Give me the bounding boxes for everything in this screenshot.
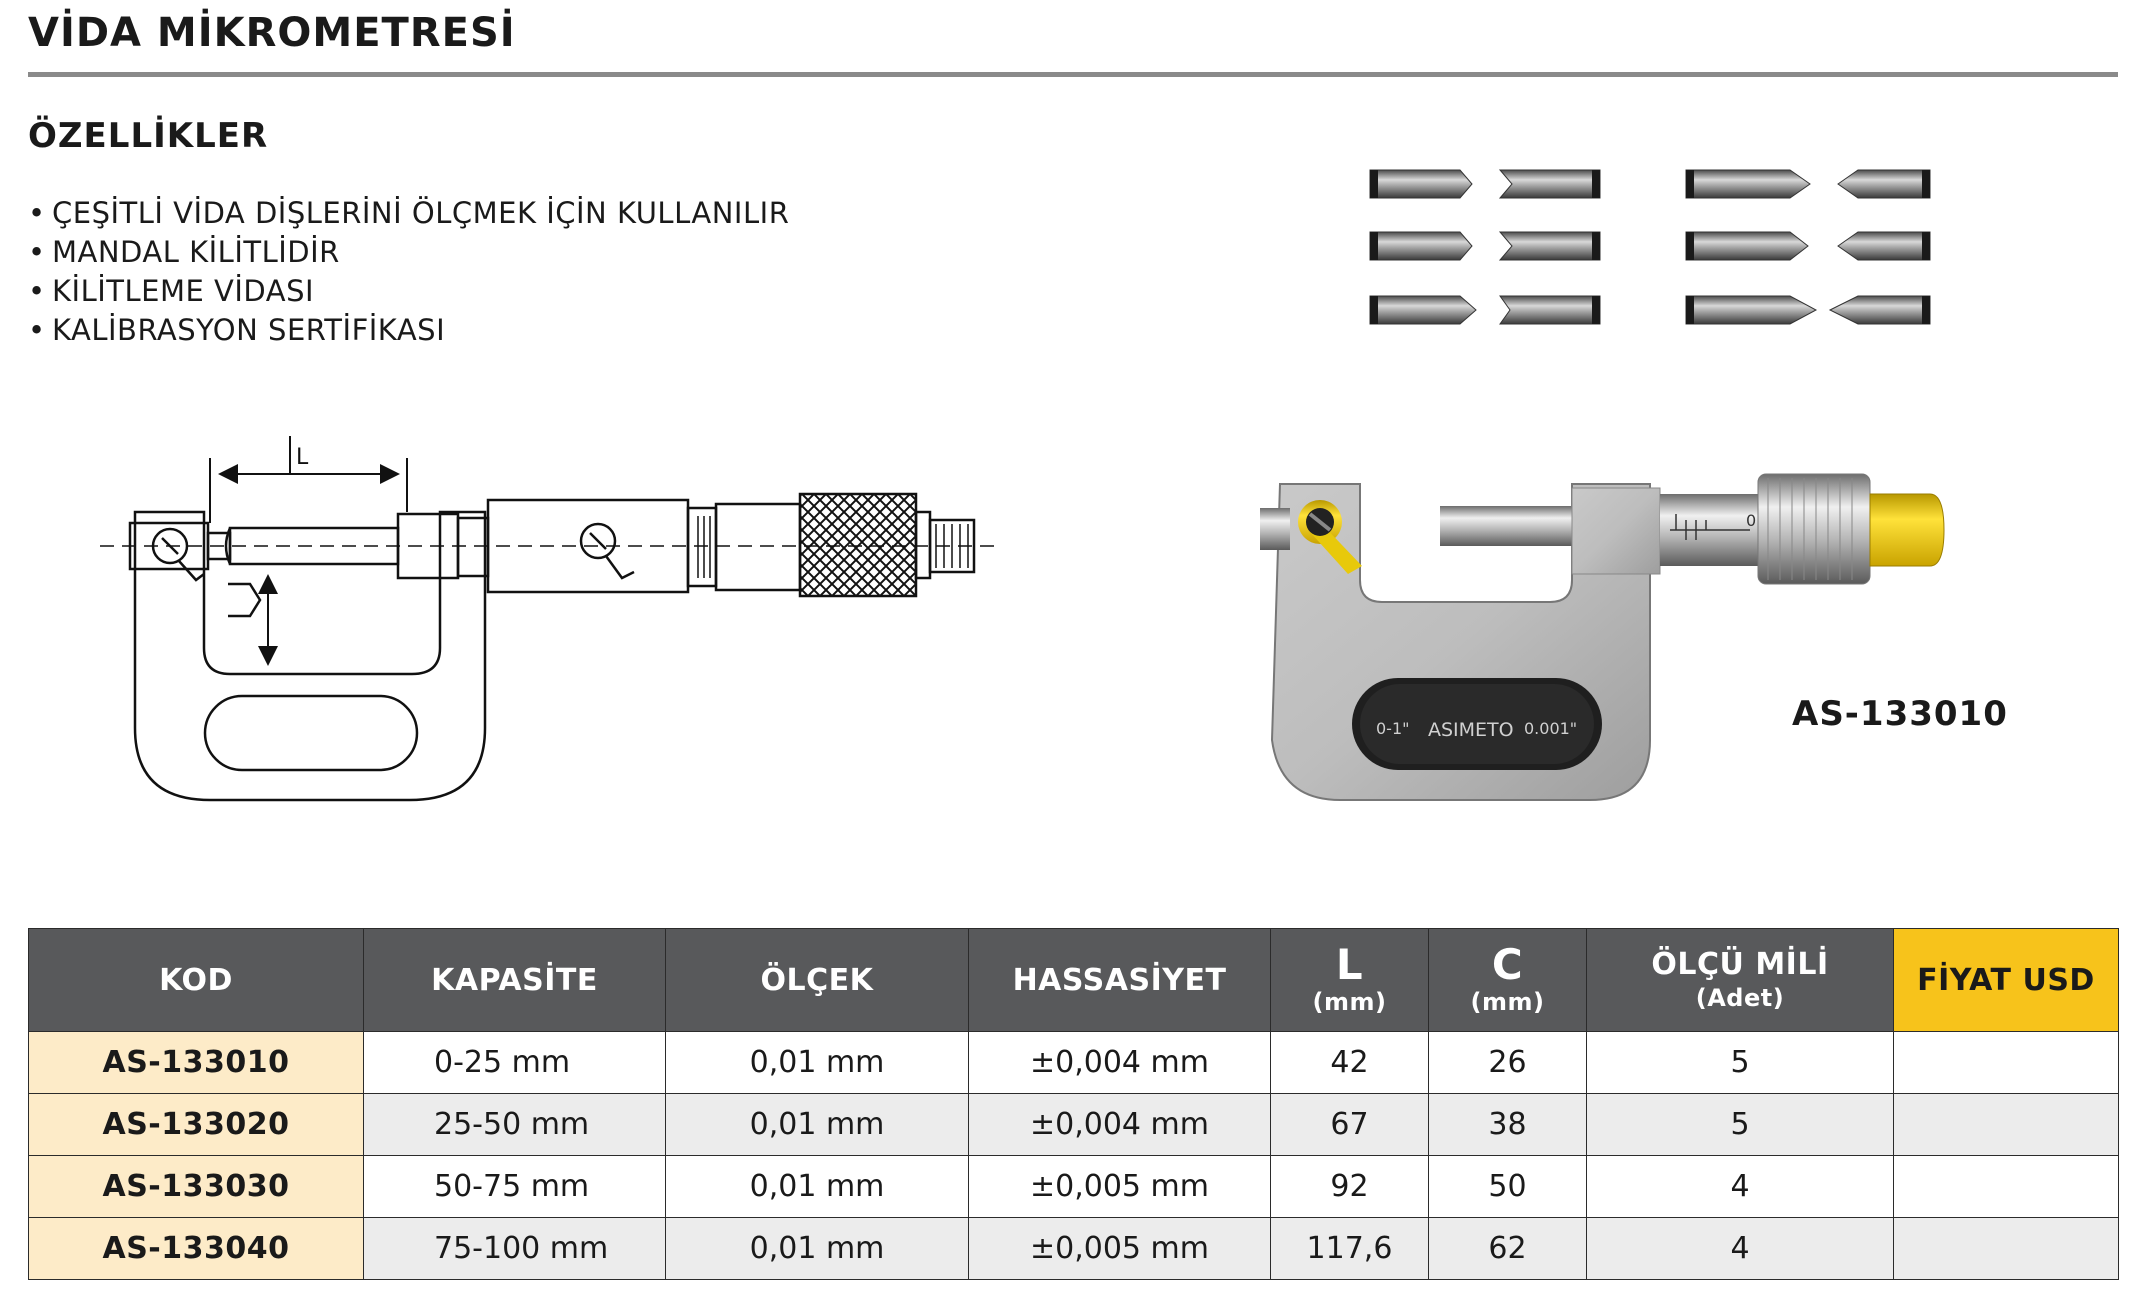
cell-kod: AS-133040 (29, 1218, 364, 1280)
cell-kapasite: 25-50 mm (364, 1094, 666, 1156)
cell-l: 67 (1271, 1094, 1429, 1156)
cell-c: 26 (1429, 1032, 1587, 1094)
features-list (28, 194, 789, 350)
frame-resolution-text: 0.001" (1524, 719, 1578, 738)
cell-fiyat (1894, 1094, 2119, 1156)
cell-olcu-mili: 4 (1587, 1218, 1894, 1280)
cell-c: 50 (1429, 1156, 1587, 1218)
cell-kod: AS-133030 (29, 1156, 364, 1218)
cell-fiyat (1894, 1218, 2119, 1280)
cell-kapasite: 75-100 mm (364, 1218, 666, 1280)
micrometer-photo (1250, 470, 2060, 810)
cell-olcu-mili: 4 (1587, 1156, 1894, 1218)
cell-hassasiyet: ±0,005 mm (969, 1156, 1271, 1218)
page-title: VİDA MİKROMETRESİ (28, 10, 516, 56)
cell-kapasite: 50-75 mm (364, 1156, 666, 1218)
dimension-label: L (296, 445, 309, 470)
feature-item: • KİLİTLEME VİDASI (28, 274, 315, 308)
cell-hassasiyet: ±0,005 mm (969, 1218, 1271, 1280)
cell-olcek: 0,01 mm (666, 1156, 969, 1218)
cell-olcu-mili: 5 (1587, 1094, 1894, 1156)
table-row (29, 1094, 2119, 1156)
header-kod: KOD (29, 929, 364, 1032)
cell-fiyat (1894, 1156, 2119, 1218)
cell-hassasiyet: ±0,004 mm (969, 1032, 1271, 1094)
model-label: AS-133010 (1792, 694, 2008, 734)
technical-drawing (100, 428, 1140, 808)
cell-l: 117,6 (1271, 1218, 1429, 1280)
feature-item: • KALİBRASYON SERTİFİKASI (28, 313, 446, 347)
header-c: C (mm) (1429, 929, 1587, 1032)
cell-l: 92 (1271, 1156, 1429, 1218)
feature-item: • ÇEŞİTLİ VİDA DİŞLERİNİ ÖLÇMEK İÇİN KULLANILIR (28, 196, 790, 230)
cell-kapasite: 0-25 mm (364, 1032, 666, 1094)
table-row (29, 1032, 2119, 1094)
title-divider (28, 72, 2118, 77)
cell-hassasiyet: ±0,004 mm (969, 1094, 1271, 1156)
header-l: L (mm) (1271, 929, 1429, 1032)
header-olcek: ÖLÇEK (666, 929, 969, 1032)
cell-olcek: 0,01 mm (666, 1094, 969, 1156)
header-hassasiyet: HASSASİYET (969, 929, 1271, 1032)
header-fiyat: FİYAT USD (1894, 929, 2119, 1032)
cell-c: 62 (1429, 1218, 1587, 1280)
header-olcu-mili: ÖLÇÜ MİLİ (Adet) (1587, 929, 1894, 1032)
cell-kod: AS-133020 (29, 1094, 364, 1156)
table-header-row (29, 929, 2119, 1032)
feature-item: • MANDAL KİLİTLİDİR (28, 235, 340, 269)
sleeve-zero-text: 0 (1746, 511, 1757, 530)
frame-brand-text: ASIMETO (1428, 719, 1514, 741)
frame-range-text: 0-1" (1376, 719, 1410, 738)
cell-olcek: 0,01 mm (666, 1032, 969, 1094)
cell-kod: AS-133010 (29, 1032, 364, 1094)
anvil-tips-image (1360, 160, 1940, 340)
spec-table (28, 928, 2119, 1280)
cell-fiyat (1894, 1032, 2119, 1094)
features-title: ÖZELLİKLER (28, 116, 269, 156)
cell-c: 38 (1429, 1094, 1587, 1156)
cell-olcu-mili: 5 (1587, 1032, 1894, 1094)
table-row (29, 1156, 2119, 1218)
header-kapasite: KAPASİTE (364, 929, 666, 1032)
cell-olcek: 0,01 mm (666, 1218, 969, 1280)
cell-l: 42 (1271, 1032, 1429, 1094)
table-row (29, 1218, 2119, 1280)
